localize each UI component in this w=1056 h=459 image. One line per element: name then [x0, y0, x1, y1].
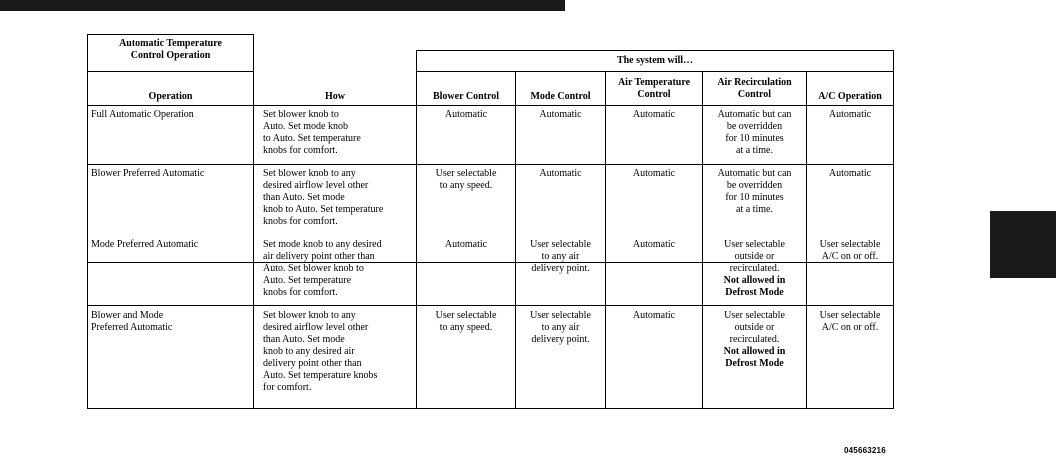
row-3-ac: User selectable A/C on or off.: [819, 239, 881, 262]
header-mode-control: Mode Control: [530, 91, 591, 102]
row-4-operation: Blower and Mode Preferred Automatic: [91, 310, 173, 333]
row-2-how: Set blower knob to any desired airflow level other than Auto. Set mode knob to Auto. Set temperature knobs for comfort.: [263, 168, 384, 227]
header-air-recirculation-control: Air Recirculation Control: [717, 77, 792, 100]
row-1-air-temp: Automatic: [632, 109, 676, 120]
system-will-header: The system will…: [616, 55, 694, 66]
row-2-mode: Automatic: [539, 168, 582, 179]
header-air-temperature-control: Air Temperature Control: [617, 77, 691, 100]
row-1-operation: Full Automatic Operation: [91, 109, 194, 120]
row-1-ac: Automatic: [828, 109, 872, 120]
row-3-mode: User selectable to any air delivery point.: [530, 239, 591, 274]
row-4-how: Set blower knob to any desired airflow level other than Auto. Set mode knob to any desired air delivery point other than Auto. Set temperature knobs for comfort.: [263, 310, 378, 393]
table-right-border: [893, 50, 894, 409]
header-blower-control: Blower Control: [432, 91, 499, 102]
header-how: How: [325, 91, 345, 102]
row-4-mode: User selectable to any air delivery point.: [530, 310, 591, 345]
row-2-ac: Automatic: [828, 168, 872, 179]
row-3-air-recirc-note: Not allowed in Defrost Mode: [723, 275, 786, 298]
row-2-air-temp: Automatic: [632, 168, 676, 179]
table-caption: Automatic Temperature Control Operation: [119, 38, 222, 61]
row-1-air-recirc: Automatic but can be overridden for 10 minutes at a time.: [717, 109, 792, 156]
row-2-blower: User selectable to any speed.: [435, 168, 497, 191]
row-1-blower: Automatic: [444, 109, 488, 120]
row-3-air-recirc: User selectable outside or recirculated.: [724, 239, 785, 274]
row-3-how: Set mode knob to any desired air delivery point other than Auto. Set blower knob to Auto. Set temperature knobs for comfort.: [263, 239, 382, 298]
header-operation: Operation: [148, 91, 193, 102]
system-will-top-border: [416, 50, 893, 51]
row-3-blower: Automatic: [444, 239, 488, 250]
caption-bottom-border: [87, 71, 253, 72]
row-4-air-temp: Automatic: [632, 310, 676, 321]
row-1-bottom-border: [87, 164, 893, 165]
row-1-mode: Automatic: [539, 109, 582, 120]
col-divider-blower: [416, 50, 417, 409]
row-1-how: Set blower knob to Auto. Set mode knob to Auto. Set temperature knobs for comfort.: [263, 109, 361, 156]
row-3-air-temp: Automatic: [632, 239, 676, 250]
header-ac-operation: A/C Operation: [818, 91, 882, 102]
figure-id: 045663216: [844, 446, 886, 455]
row-4-blower: User selectable to any speed.: [435, 310, 497, 333]
row-2-air-recirc: Automatic but can be overridden for 10 minutes at a time.: [717, 168, 792, 215]
row-4-ac: User selectable A/C on or off.: [819, 310, 881, 333]
row-4-air-recirc: User selectable outside or recirculated.: [724, 310, 785, 345]
table-bottom-border: [87, 408, 893, 409]
caption-top-border: [87, 34, 253, 35]
header-bottom-border: [87, 105, 893, 106]
system-will-bottom-border: [416, 71, 893, 72]
row-4-air-recirc-note: Not allowed in Defrost Mode: [723, 346, 786, 369]
row-2-operation: Blower Preferred Automatic: [91, 168, 205, 179]
row-3-operation: Mode Preferred Automatic: [91, 239, 199, 250]
row-3-bottom-border: [87, 305, 893, 306]
